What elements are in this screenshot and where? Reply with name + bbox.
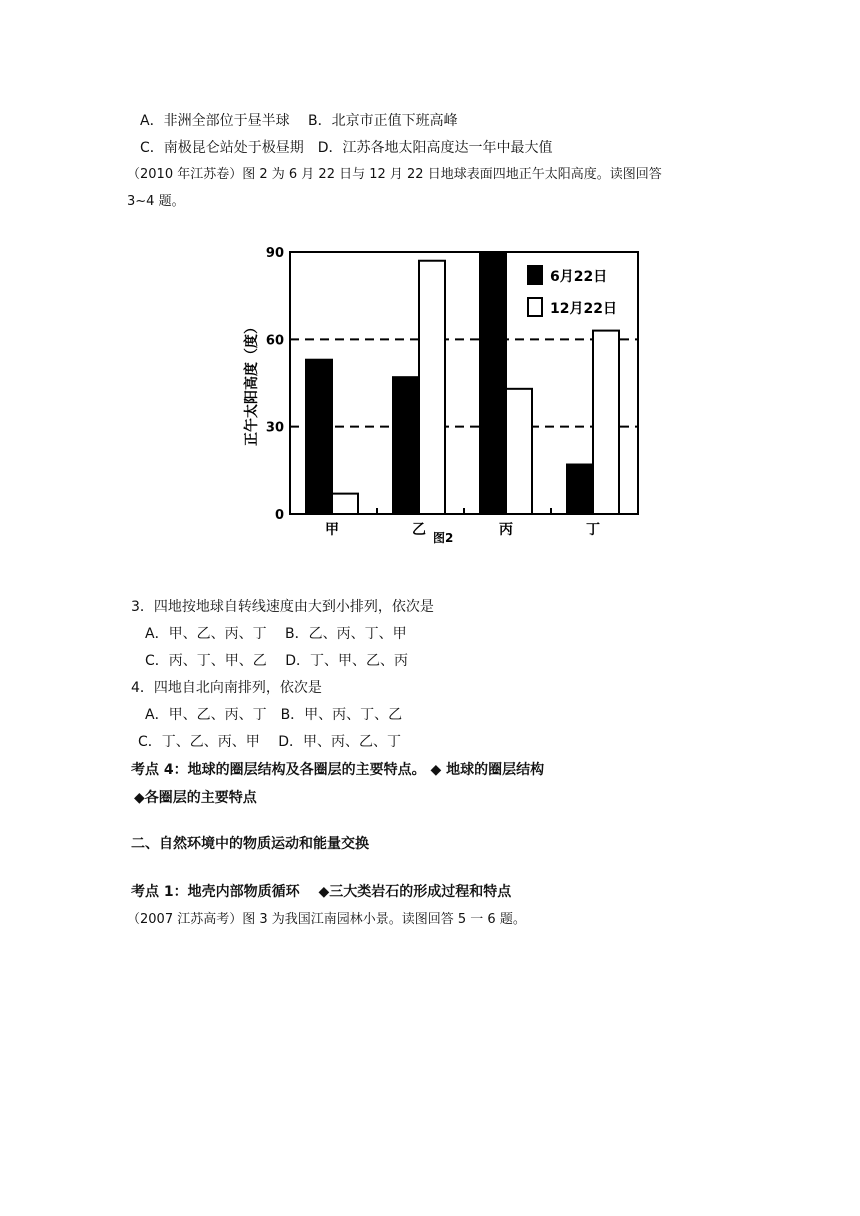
bar-甲-december	[332, 494, 358, 514]
legend-swatch-0	[528, 266, 542, 284]
solar-altitude-bar-chart	[238, 236, 648, 548]
bar-乙-december	[419, 261, 445, 514]
legend-label-1: 12月22日	[550, 301, 617, 317]
bar-丁-june	[567, 465, 593, 514]
bar-丙-june	[480, 252, 506, 514]
bar-丁-december	[593, 331, 619, 514]
x-tick-label-甲: 甲	[325, 522, 339, 538]
kaodian-4-sub: ◆各圈层的主要特点	[134, 790, 257, 806]
bar-乙-june	[393, 377, 419, 514]
section-2-heading: 二、自然环境中的物质运动和能量交换	[131, 836, 369, 852]
source-note-2010: （2010 年江苏卷）图 2 为 6 月 22 日与 12 月 22 日地球表面四地正午太阳高度。读图回答	[127, 167, 662, 182]
legend-label-0: 6月22日	[550, 269, 608, 285]
source-note-2010-cont: 3~4 题。	[127, 194, 185, 209]
y-tick-label-60: 60	[265, 333, 284, 349]
option-line-ab-prev: A．非洲全部位于昼半球 B．北京市正值下班高峰	[140, 113, 458, 129]
kaodian-1: 考点 1：地壳内部物质循环 ◆三大类岩石的形成过程和特点	[131, 884, 512, 900]
x-tick-label-丙: 丙	[499, 522, 513, 538]
y-axis-title: 正午太阳高度（度）	[244, 320, 260, 446]
x-tick-label-丁: 丁	[586, 522, 600, 538]
chart-legend	[528, 266, 617, 317]
option-line-cd-prev: C．南极昆仑站处于极昼期 D．江苏各地太阳高度达一年中最大值	[140, 140, 553, 156]
kaodian-4: 考点 4：地球的圈层结构及各圈层的主要特点。 ◆ 地球的圈层结构	[131, 762, 545, 778]
question-3: 3．四地按地球自转线速度由大到小排列，依次是	[131, 599, 434, 615]
x-tick-label-乙: 乙	[412, 522, 426, 538]
figure-caption: 图2	[432, 531, 454, 545]
y-tick-label-90: 90	[265, 246, 284, 261]
y-tick-label-30: 30	[265, 420, 284, 436]
question-3-options-ab: A．甲、乙、丙、丁 B．乙、丙、丁、甲	[145, 626, 407, 642]
question-4-options-ab: A．甲、乙、丙、丁 B．甲、丙、丁、乙	[145, 707, 403, 723]
legend-swatch-1	[528, 298, 542, 316]
question-4: 4．四地自北向南排列，依次是	[131, 680, 322, 696]
y-tick-label-0: 0	[274, 508, 284, 523]
bar-甲-june	[306, 360, 332, 514]
question-3-options-cd: C．丙、丁、甲、乙 D．丁、甲、乙、丙	[145, 653, 409, 669]
question-4-options-cd: C．丁、乙、丙、甲 D．甲、丙、乙、丁	[138, 734, 402, 750]
source-note-2007: （2007 江苏高考）图 3 为我国江南园林小景。读图回答 5 一 6 题。	[127, 912, 526, 927]
chart-bars	[306, 252, 619, 514]
bar-丙-december	[506, 389, 532, 514]
